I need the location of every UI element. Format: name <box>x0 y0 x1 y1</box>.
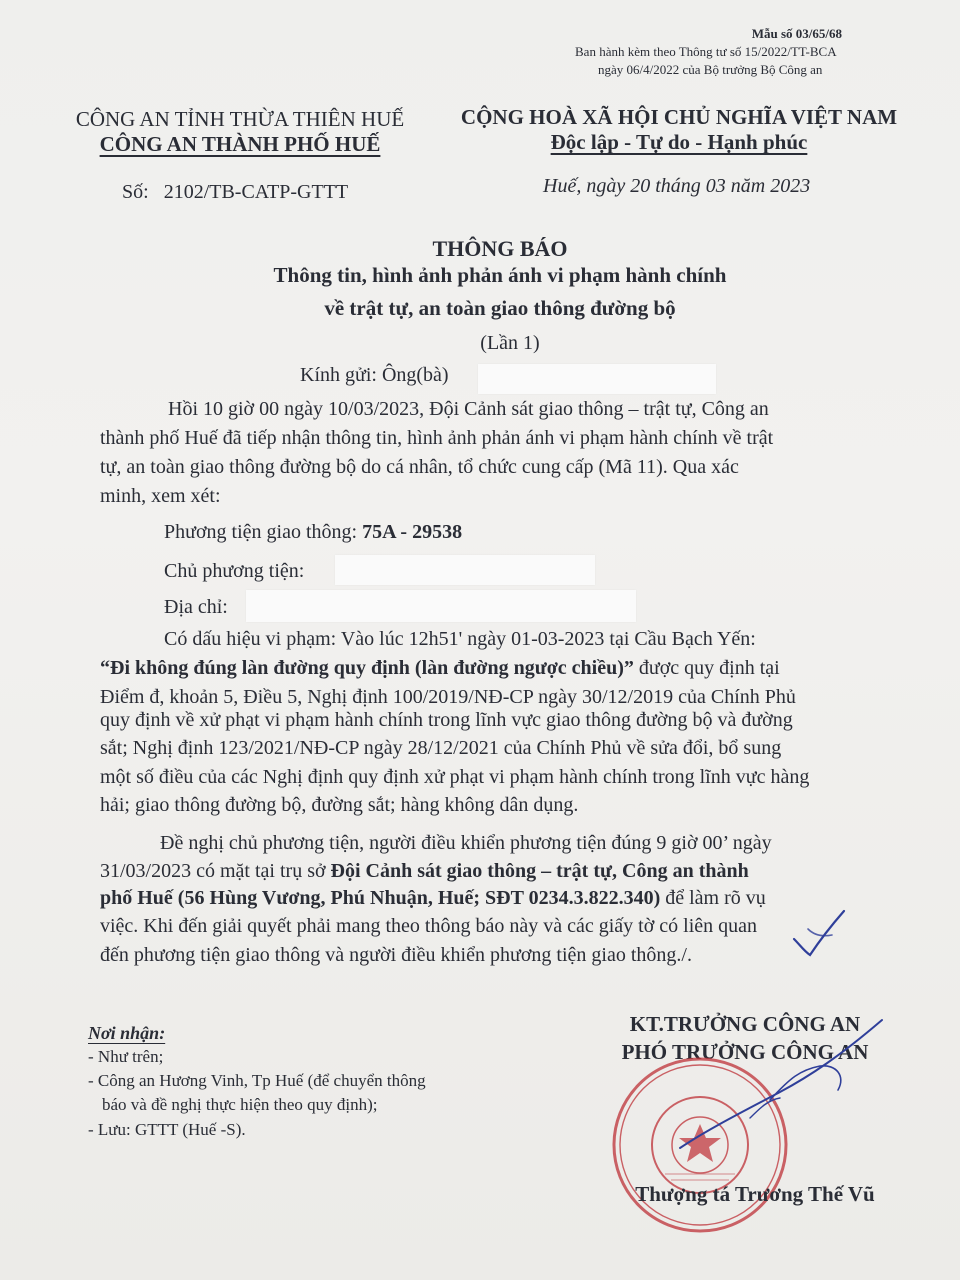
request-line3-bold: phố Huế (56 Hùng Vương, Phú Nhuận, Huế; SĐT 0234.3.822.340) <box>100 887 661 909</box>
violation-line4: quy định về xử phạt vi phạm hành chính trong lĩnh vực giao thông đường bộ và đường <box>100 709 793 731</box>
doc-round: (Lần 1) <box>480 332 540 354</box>
violation-line2 <box>100 654 780 682</box>
doc-number <box>122 181 348 204</box>
nation-motto <box>448 129 910 155</box>
recipient-item: - Lưu: GTTT (Huế -S). <box>88 1120 246 1139</box>
nation-name: CỘNG HOÀ XÃ HỘI CHỦ NGHĨA VIỆT NAM <box>460 105 898 129</box>
request-line1: Đề nghị chủ phương tiện, người điều khiển phương tiện đúng 9 giờ 00’ ngày <box>160 832 772 854</box>
recipient-item: báo và đề nghị thực hiện theo quy định); <box>102 1095 378 1114</box>
agency-unit-text: CÔNG AN THÀNH PHỐ HUẾ <box>99 132 381 156</box>
para1-line4: minh, xem xét: <box>100 485 221 507</box>
redaction-box <box>246 590 636 622</box>
request-line2 <box>100 857 749 885</box>
recipient-item: - Như trên; <box>88 1047 164 1066</box>
violation-line6: một số điều của các Nghị định quy định xử phạt vi phạm hành chính trong lĩnh vực hàng <box>100 766 810 788</box>
violation-line1: Có dấu hiệu vi phạm: Vào lúc 12h51' ngày 01-03-2023 tại Cầu Bạch Yến: <box>164 628 756 650</box>
request-line4: việc. Khi đến giải quyết phải mang theo thông báo này và các giấy tờ có liên quan <box>100 915 758 937</box>
signature-title-2: PHÓ TRƯỞNG CÔNG AN <box>621 1040 869 1064</box>
request-line5: đến phương tiện giao thông và người điều khiển phương tiện giao thông./. <box>100 944 692 966</box>
request-line3 <box>100 884 766 912</box>
violation-line3: Điểm đ, khoản 5, Điều 5, Nghị định 100/2019/NĐ-CP ngày 30/12/2019 của Chính Phủ <box>100 686 796 708</box>
place-date: Huế, ngày 20 tháng 03 năm 2023 <box>543 175 811 197</box>
agency-unit <box>60 131 420 157</box>
para1-line1: Hồi 10 giờ 00 ngày 10/03/2023, Đội Cảnh sát giao thông – trật tự, Công an <box>168 398 769 420</box>
form-note-line1: Ban hành kèm theo Thông tư số 15/2022/TT-BCA <box>575 44 837 59</box>
owner-label: Chủ phương tiện: <box>164 560 305 582</box>
redaction-box <box>335 555 595 585</box>
recipients-heading <box>88 1020 165 1046</box>
violation-after: được quy định tại <box>633 657 780 679</box>
vehicle-row <box>164 518 462 546</box>
recipients-heading-text: Nơi nhận: <box>88 1023 166 1043</box>
para1-line3: tự, an toàn giao thông đường bộ do cá nhân, tổ chức cung cấp (Mã 11). Qua xác <box>100 456 739 478</box>
form-code <box>752 24 842 44</box>
request-line2-plain: 31/03/2023 có mặt tại trụ sở <box>100 860 331 882</box>
address-label: Địa chỉ: <box>164 596 228 618</box>
request-line3-plain: để làm rõ vụ <box>660 887 766 909</box>
vehicle-plate: 75A - 29538 <box>362 521 463 543</box>
signature-title-1: KT.TRƯỞNG CÔNG AN <box>629 1012 861 1036</box>
violation-description: “Đi không đúng làn đường quy định (làn đường ngược chiều)” <box>100 657 634 679</box>
request-line2-bold: Đội Cảnh sát giao thông – trật tự, Công an thành <box>330 860 749 882</box>
vehicle-label: Phương tiện giao thông: <box>164 521 358 543</box>
violation-line7: hải; giao thông đường bộ, đường sắt; hàng không dân dụng. <box>100 794 579 816</box>
doc-subtitle-1: Thông tin, hình ảnh phản ánh vi phạm hành chính <box>273 263 727 287</box>
handwritten-signature <box>650 1008 900 1178</box>
nation-motto-text: Độc lập - Tự do - Hạnh phúc <box>550 130 808 154</box>
redaction-box <box>478 364 716 394</box>
recipient-item: - Công an Hương Vinh, Tp Huế (để chuyển thông <box>88 1071 426 1090</box>
signer-name: Thượng tá Trương Thế Vũ <box>635 1182 875 1206</box>
form-code-text: Mẫu số 03/65/68 <box>751 26 842 41</box>
doc-number-value: 2102/TB-CATP-GTTT <box>163 181 349 203</box>
doc-subtitle-2: về trật tự, an toàn giao thông đường bộ <box>324 296 676 320</box>
pen-check-mark <box>788 905 848 965</box>
para1-line2: thành phố Huế đã tiếp nhận thông tin, hình ảnh phản ánh vi phạm hành chính về trật <box>100 427 774 449</box>
form-note-line2: ngày 06/4/2022 của Bộ trưởng Bộ Công an <box>598 62 823 77</box>
addressee: Kính gửi: Ông(bà) <box>300 364 449 386</box>
violation-line5: sắt; Nghị định 123/2021/NĐ-CP ngày 28/12/2021 của Chính Phủ về sửa đổi, bổ sung <box>100 737 782 759</box>
doc-number-label: Số: <box>122 181 149 203</box>
agency-parent: CÔNG AN TỈNH THỪA THIÊN HUẾ <box>75 107 405 131</box>
doc-title: THÔNG BÁO <box>432 236 568 261</box>
